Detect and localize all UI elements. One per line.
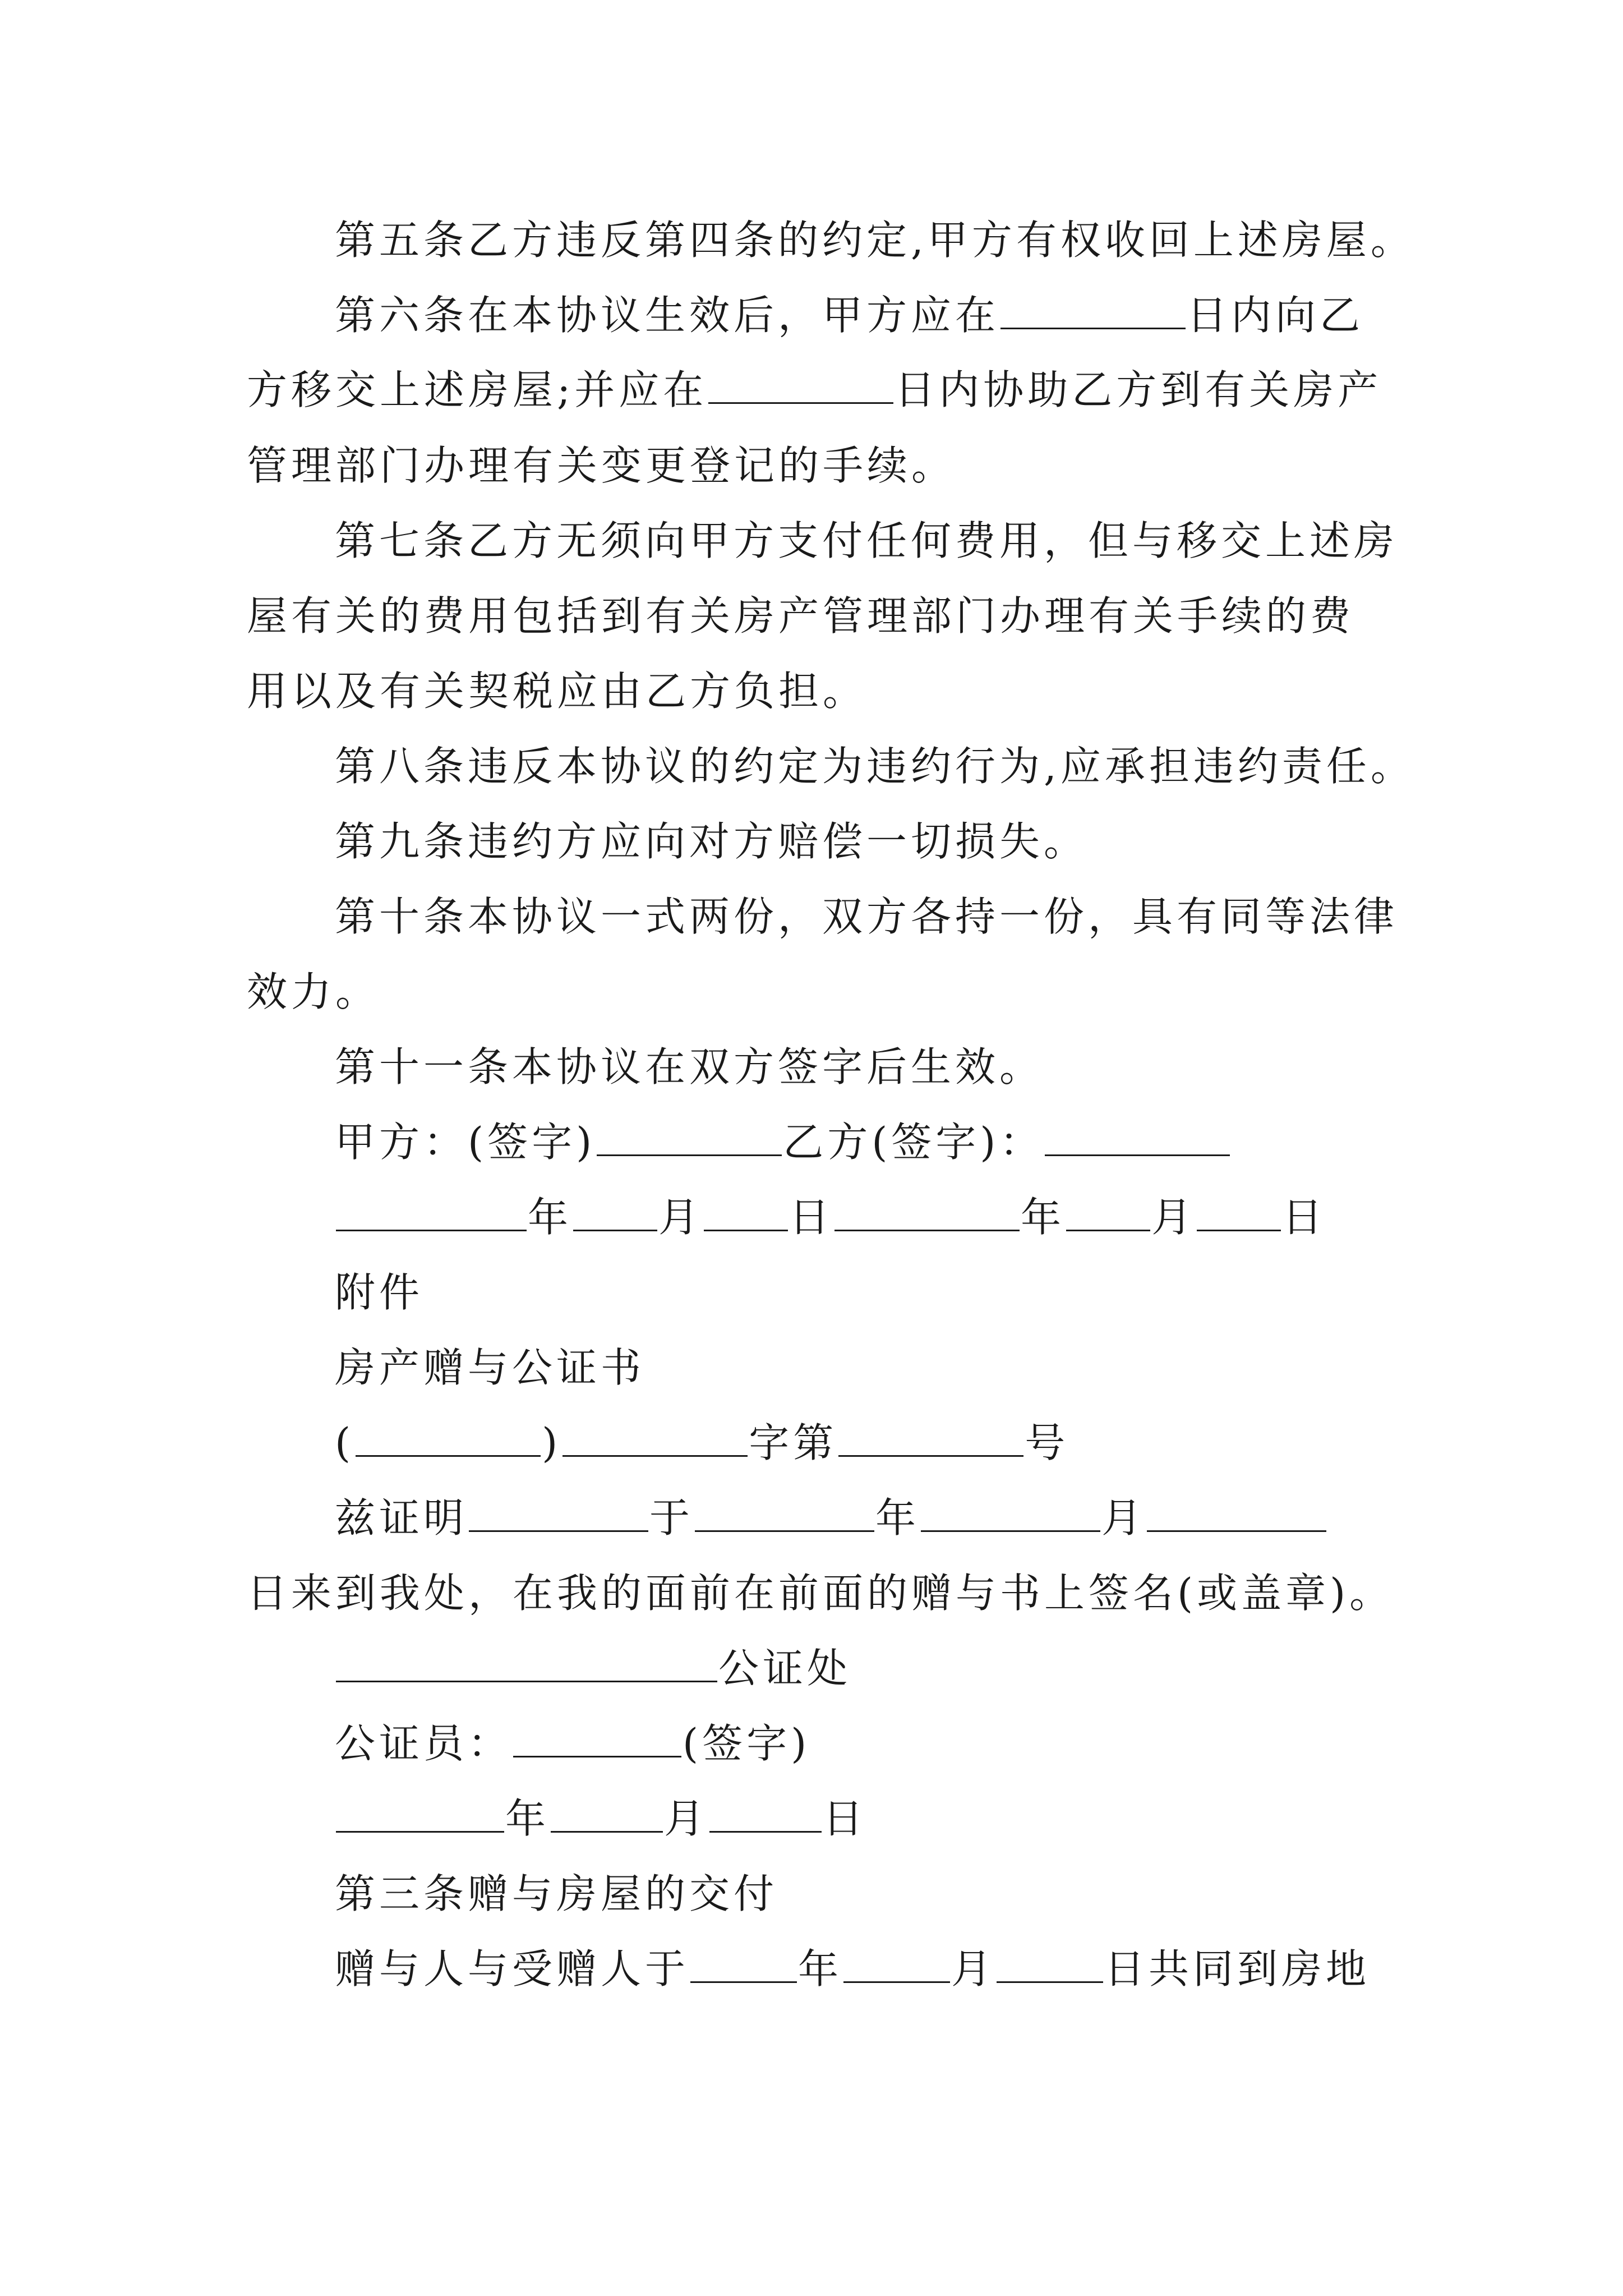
- clause-10-line-1: 第十条本协议一式两份，双方各持一份，具有同等法律: [335, 893, 1399, 940]
- clause-6-line-2: 方移交上述房屋;并应在 日内协助乙方到有关房产: [247, 366, 1382, 413]
- clause-10-line-2: 效力。: [247, 968, 380, 1015]
- party-a-signature-blank: [597, 1120, 782, 1156]
- signature-date-line: 年 月 日 年 月 日: [335, 1189, 1326, 1245]
- clause-5: [335, 212, 1415, 268]
- clause-6-line-3: 管理部门办理有关变更登记的手续。: [247, 442, 956, 489]
- clause-5-text: 第五条乙方违反第四条的约定,甲方有权收回上述房屋。: [335, 217, 1415, 264]
- certificate-number-line: ( ) 字第 号: [335, 1419, 1069, 1466]
- certification-line-2: 日来到我处，在我的面前在前面的赠与书上签名(或盖章)。: [247, 1570, 1394, 1617]
- certificate-title: 房产赠与公证书: [335, 1344, 645, 1391]
- clause-6-line-1: 第六条在本协议生效后，甲方应在 日内向乙: [335, 292, 1364, 339]
- clause-7-line-1: 第七条乙方无须向甲方支付任何费用，但与移交上述房: [335, 517, 1399, 564]
- clause-7-line-3: 用以及有关契税应由乙方负担。: [247, 668, 868, 715]
- attachment-heading: 附件: [335, 1269, 424, 1316]
- notary-office-line: 公证处: [335, 1640, 851, 1696]
- notary-line: 公证员： (签字): [335, 1720, 811, 1767]
- signature-line: 甲方：(签字) 乙方(签字)：: [335, 1114, 1231, 1170]
- clause-7-line-2: 屋有关的费用包括到有关房产管理部门办理有关手续的费: [247, 592, 1355, 639]
- blank-days-registration: [708, 367, 893, 404]
- notary-date-line: 年 月 日: [335, 1791, 867, 1847]
- certification-line-1: 兹证明 于 年 月: [335, 1490, 1327, 1546]
- blank-days-handover: [1000, 293, 1186, 329]
- clause-8: 第八条违反本协议的约定为违约行为,应承担违约责任。: [335, 743, 1415, 790]
- clause-3-line-1: 赠与人与受赠人于 年 月 日共同到房地: [335, 1945, 1371, 1993]
- clause-11: 第十一条本协议在双方签字后生效。: [335, 1043, 1044, 1091]
- clause-9: 第九条违约方应向对方赔偿一切损失。: [335, 818, 1089, 865]
- clause-3-heading: 第三条赠与房屋的交付: [335, 1870, 778, 1917]
- party-b-signature-blank: [1045, 1120, 1230, 1156]
